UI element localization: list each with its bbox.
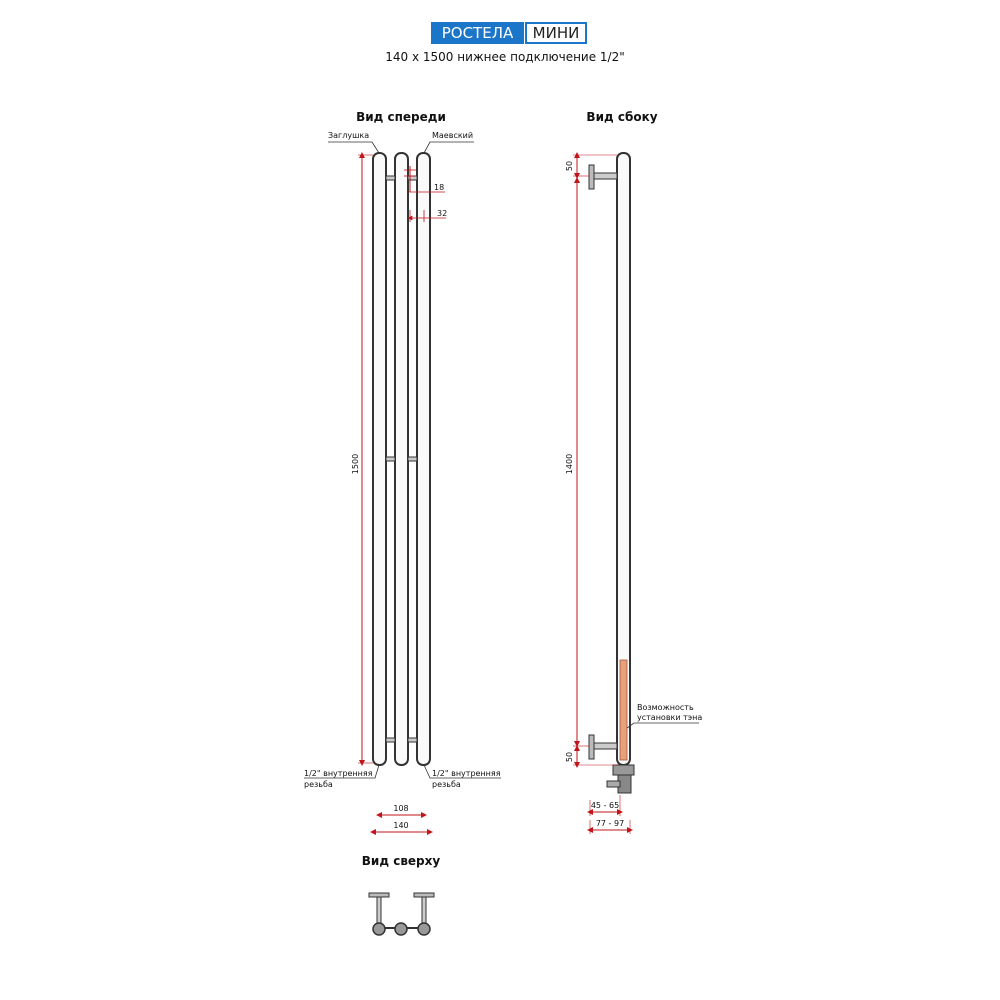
dim-1400-label: 1400 (565, 453, 574, 475)
heater-label-line1: Возможность (637, 703, 694, 712)
thread-right-line1: 1/2" внутренняя (432, 769, 501, 778)
dim-45-65-label: 45 - 65 (590, 801, 620, 810)
middle-tube (395, 153, 408, 765)
side-view-title: Вид сбоку (586, 110, 658, 124)
heater-leader (627, 723, 699, 728)
top-left-wall-plate (369, 893, 389, 897)
dim-32-label: 32 (437, 209, 448, 218)
plug-leader (328, 142, 379, 153)
top-right-stem (422, 897, 426, 923)
heater-element (620, 660, 627, 760)
brand-name: РОСТЕЛА (431, 22, 524, 44)
front-view (304, 110, 501, 832)
left-tube (373, 153, 386, 765)
bottom-wall-bracket (589, 735, 617, 759)
right-tube (417, 153, 430, 765)
top-left-stem (377, 897, 381, 923)
top-view-title: Вид сверху (361, 854, 441, 868)
thread-left-line1: 1/2" внутренняя (304, 769, 373, 778)
top-wall-bracket (589, 165, 617, 189)
heater-label-line2: установки тэна (637, 713, 703, 722)
valve-leader (424, 142, 474, 153)
front-view-title: Вид спереди (356, 110, 446, 124)
dim-1500-label: 1500 (351, 453, 360, 475)
dim-18-label: 18 (434, 183, 445, 192)
brand-model: МИНИ (525, 22, 587, 44)
valve-label: Маевский (432, 131, 474, 140)
top-right-wall-plate (414, 893, 434, 897)
dim-bottom-50-label: 50 (565, 751, 574, 763)
dim-140-label: 140 (393, 821, 409, 830)
top-right-tube-circle (418, 923, 430, 935)
thread-right-line2: резьба (432, 780, 461, 789)
product-subtitle: 140 x 1500 нижнее подключение 1/2" (385, 50, 625, 64)
top-left-tube-circle (373, 923, 385, 935)
thread-left-line2: резьба (304, 780, 333, 789)
bottom-valve-fitting (607, 765, 634, 793)
dim-top-50-label: 50 (565, 160, 574, 172)
side-view (565, 110, 702, 834)
dim-77-97-label: 77 - 97 (595, 819, 625, 828)
dim-108-label: 108 (393, 804, 409, 813)
plug-label: Заглушка (328, 131, 370, 140)
top-middle-tube-circle (395, 923, 407, 935)
top-view (362, 854, 441, 935)
